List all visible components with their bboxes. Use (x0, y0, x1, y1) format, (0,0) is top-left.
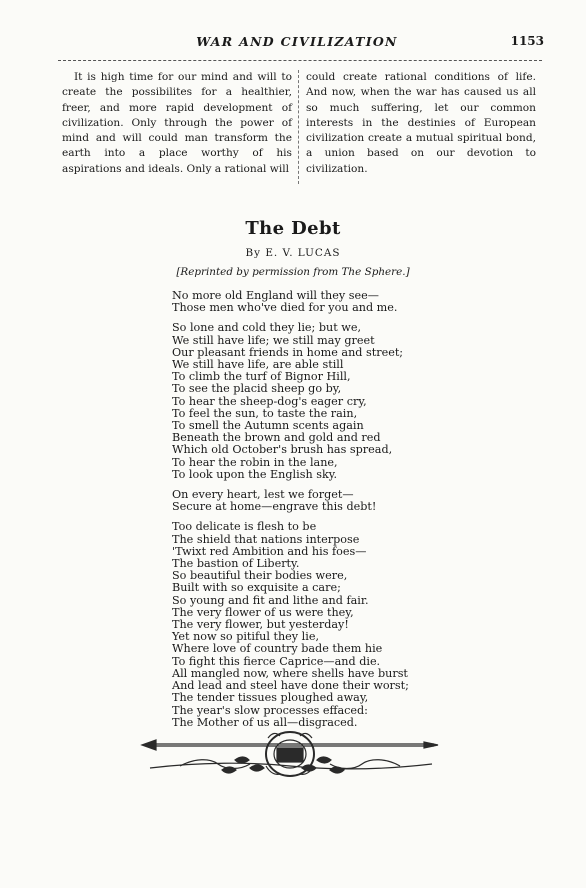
poem-stanza (172, 521, 532, 728)
poem-line: So lone and cold they lie; but we, (172, 321, 362, 335)
poem-line: Which old October's brush has spread, (172, 443, 393, 457)
poem-line: To see the placid sheep go by, (172, 382, 342, 396)
poem-line: 'Twixt red Ambition and his foes— (172, 544, 367, 558)
essay-left-column: It is high time for our mind and will to create the possibilites for a healthier, freer, and more rapid development of civilization. Only through the power of mind and will could man transform the earth into a place worthy of his aspirations and ideals. Only a rational will (62, 71, 292, 175)
poem-line: To climb the turf of Bignor Hill, (172, 370, 351, 384)
header-rule (58, 60, 542, 61)
poem-line: So beautiful their bodies were, (172, 569, 348, 583)
poem-line: The year's slow processes effaced: (172, 703, 368, 717)
poem-byline: By E. V. LUCAS (245, 247, 341, 259)
poem-stanza (172, 322, 532, 481)
column-divider (298, 70, 299, 184)
essay-columns (62, 70, 540, 186)
poem-line: Our pleasant friends in home and street; (172, 345, 404, 359)
poem-line: To smell the Autumn scents again (172, 419, 364, 433)
poem-line: So young and fit and lithe and fair. (172, 593, 369, 607)
poem-line: The shield that nations interpose (172, 532, 360, 546)
poem-line: To feel the sun, to taste the rain, (172, 406, 358, 420)
poem-line: The very flower of us were they, (172, 605, 354, 619)
poem-line: To hear the sheep-dog's eager cry, (172, 394, 367, 408)
poem-line: We still have life, are able still (172, 358, 344, 372)
poem-line: All mangled now, where shells have burst (172, 666, 408, 680)
poem-line: On every heart, lest we forget— (172, 488, 354, 502)
laurel-wreath-sword-icon (140, 722, 440, 790)
poem-line: Too delicate is flesh to be (172, 520, 317, 534)
poem-line: We still have life; we still may greet (172, 333, 375, 347)
poem-title: The Debt (245, 218, 341, 239)
running-head: WAR AND CIVILIZATION (196, 34, 398, 49)
poem-stanza (172, 290, 532, 314)
reprint-note: [Reprinted by permission from The Sphere.] (176, 266, 410, 278)
poem-line: The very flower, but yesterday! (172, 618, 349, 632)
poem-line: The tender tissues ploughed away, (172, 691, 369, 705)
poem-line: And lead and steel have done their worst; (172, 679, 409, 693)
poem-line: Those men who've died for you and me. (172, 301, 398, 315)
page-header (50, 34, 544, 54)
essay-right-column: could create rational conditions of life. And now, when the war has caused us all so much suffering, let our common interests in the destinies of European civilization create a mutual spiritual bond, a union based on our devotion to civilization. (306, 71, 536, 175)
poem-line: Yet now so pitiful they lie, (172, 630, 320, 644)
poem-line: To fight this fierce Caprice—and die. (172, 654, 381, 668)
poem-line: The bastion of Liberty. (172, 557, 300, 571)
poem-line: No more old England will they see— (172, 289, 379, 302)
poem-line: To hear the robin in the lane, (172, 455, 338, 469)
poem-line: Secure at home—engrave this debt! (172, 500, 377, 514)
page-number: 1153 (510, 34, 544, 48)
poem-stanza (172, 489, 532, 513)
poem-line: Built with so exquisite a care; (172, 581, 341, 595)
poem-line: To look upon the English sky. (172, 467, 338, 481)
poem-body (172, 290, 532, 737)
poem-line: Beneath the brown and gold and red (172, 431, 381, 445)
poem-line: The Mother of us all—disgraced. (172, 715, 358, 729)
poem-line: Where love of country bade them hie (172, 642, 383, 656)
